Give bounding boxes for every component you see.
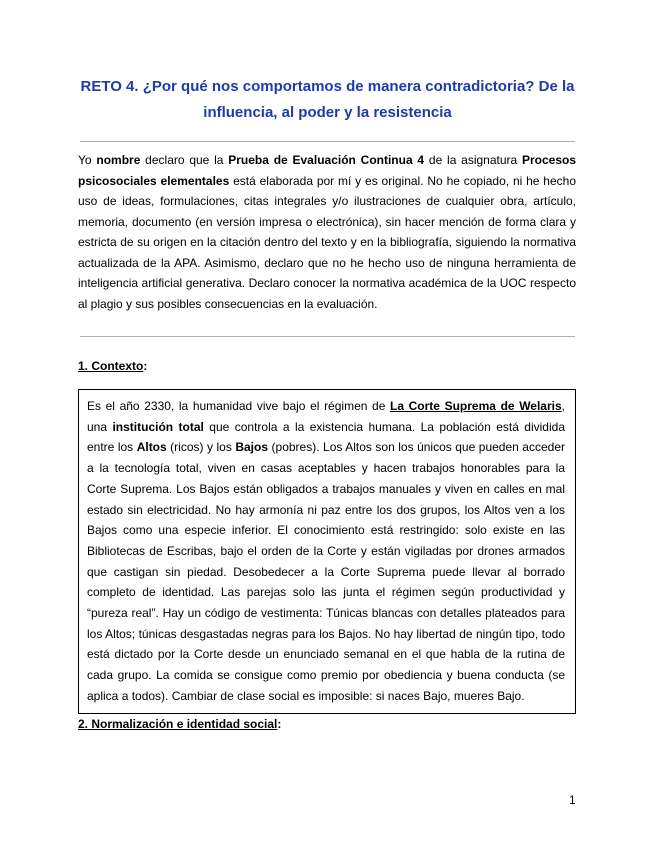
- context-altos-term: Altos: [136, 440, 167, 455]
- section-heading-text: 2. Normalización e identidad social: [78, 717, 278, 731]
- decl-text: está elaborada por mí y es original. No he copiado, ni he hecho uso de ideas, formulaciones, citas integrales y/o ilustraciones de cualquier obra, artículo, memoria, documento (en versión impresa o electrónica), sin hacer mención de forma clara y estricta de su origen en la citación dentro del texto y en la bibliografía, siguiendo la normativa actualizada de la APA. Asimismo, declaro que no he hecho uso de ninguna herramienta de inteligencia artificial generativa. Declaro conocer la normativa académica de la UOC respecto al plagio y sus posibles consecuencias en la evaluación.: [78, 173, 577, 311]
- context-institution-term: institución total: [112, 419, 204, 434]
- context-text: que controla a la existencia humana. La población está dividida entre los: [87, 419, 565, 455]
- context-regime-name: La Corte Suprema de Welaris: [390, 399, 562, 413]
- context-text: , una: [87, 399, 566, 434]
- section-heading-normalization: [78, 717, 281, 731]
- page-number: 1: [569, 793, 576, 807]
- decl-text: declaro que la: [140, 153, 229, 167]
- context-bajos-term: Bajos: [235, 440, 269, 455]
- context-paragraph: [87, 396, 565, 707]
- decl-subject-name: Procesos psicosociales elementales: [78, 153, 577, 188]
- context-box: [78, 389, 576, 714]
- decl-student-name: nombre: [96, 153, 141, 167]
- context-text: (ricos) y los: [166, 440, 236, 455]
- section-heading-context: [78, 359, 147, 373]
- decl-text: de la asignatura: [424, 153, 522, 167]
- section-heading-colon: :: [277, 717, 282, 731]
- section-heading-colon: :: [143, 359, 148, 373]
- decl-text: Yo: [78, 153, 97, 167]
- title-line-1: RETO 4. ¿Por qué nos comportamos de manera contradictoria? De la: [80, 78, 575, 95]
- divider-bottom: [80, 336, 575, 337]
- title-line-2: influencia, al poder y la resistencia: [203, 104, 452, 121]
- section-heading-text: 1. Contexto: [78, 359, 144, 373]
- document-title: [70, 74, 585, 126]
- declaration-paragraph: [78, 150, 576, 314]
- context-text: (pobres). Los Altos son los únicos que pueden acceder a la tecnología total, viven en casas aceptables y hacen trabajos honorables para la Corte Suprema. Los Bajos están obligados a trabajos manuales y viven en calles en mal estado sin electricidad. No hay armonía ni paz entre los dos grupos, los Altos ven a los Bajos como una especie inferior. El conocimiento está restringido: solo existe en las Bibliotecas de Escribas, bajo el orden de la Corte y están vigiladas por drones armados que castigan sin piedad. Desobedecer a la Corte Suprema puede llevar al borrado completo de identidad. Las parejas solo las junta el régimen según productividad y “pureza real”. Hay un código de vestimenta: Túnicas blancas con detalles plateados para los Altos; túnicas desgastadas negras para los Bajos. No hay libertad de ningún tipo, todo está dictado por la Corte desde un enunciado semanal en el que habla de la rutina de cada grupo. La comida se consigue como premio por obediencia y buena conducta (se aplica a todos). Cambiar de clase social es imposible: si naces Bajo, mueres Bajo.: [87, 440, 565, 703]
- decl-test-name: Prueba de Evaluación Continua 4: [228, 153, 425, 167]
- context-text: Es el año 2330, la humanidad vive bajo el régimen de: [87, 399, 391, 413]
- divider-top: [80, 141, 575, 142]
